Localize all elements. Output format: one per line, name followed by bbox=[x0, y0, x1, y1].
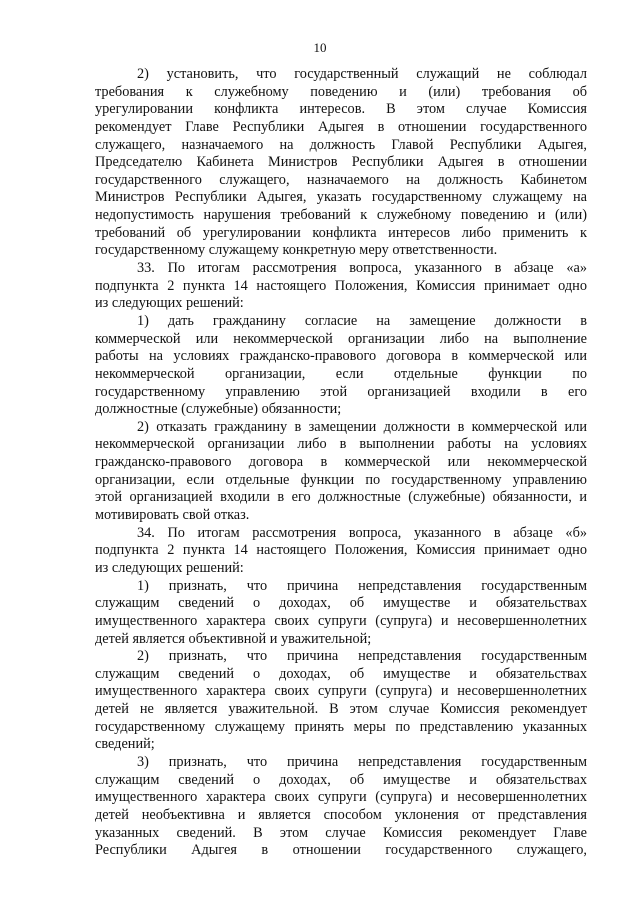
text-line: указанных сведений. В этом случае Комиссия рекомендует Главе bbox=[95, 824, 587, 841]
text-line: требования к служебному поведению и (или) требования об bbox=[95, 83, 587, 100]
text-line: имущественного характера своих супруги (супруга) и несовершеннолетних bbox=[95, 612, 587, 629]
text-line: государственному управлению этой организацией входили в его bbox=[95, 383, 587, 400]
text-line: 2) отказать гражданину в замещении должности в коммерческой или bbox=[137, 418, 587, 435]
text-line: недопустимость нарушения требований к служебному поведению и (или) bbox=[95, 207, 587, 224]
text-line: гражданско-правового договора в коммерческой или некоммерческой bbox=[95, 454, 587, 471]
text-line: 1) признать, что причина непредставления государственным bbox=[137, 577, 587, 594]
document-body bbox=[95, 66, 587, 860]
text-line: должностные (служебные) обязанности; bbox=[95, 401, 342, 418]
text-line: детей необъективна и является способом уклонения от представления bbox=[95, 806, 587, 823]
text-line: некоммерческой организации либо в выполнении работы на условиях bbox=[95, 436, 587, 453]
text-line: сведений; bbox=[95, 736, 155, 753]
text-line: 1) дать гражданину согласие на замещение должности в bbox=[137, 312, 587, 329]
text-line: подпункта 2 пункта 14 настоящего Положения, Комиссия принимает одно bbox=[95, 542, 587, 559]
text-line: государственного служащего, назначаемого на должность Кабинетом bbox=[95, 171, 587, 188]
text-line: детей является объективной и уважительной; bbox=[95, 630, 372, 647]
text-line: детей не является уважительной. В этом случае Комиссия рекомендует bbox=[95, 701, 587, 718]
text-line: служащим сведений о доходах, об имуществе и обязательствах bbox=[95, 771, 587, 788]
text-line: из следующих решений: bbox=[95, 559, 244, 576]
text-line: 2) установить, что государственный служащий не соблюдал bbox=[137, 66, 587, 82]
text-line: государственному служащему конкретную меру ответственности. bbox=[95, 242, 498, 259]
text-line: имущественного характера своих супруги (супруга) и несовершеннолетних bbox=[95, 789, 587, 806]
text-line: 2) признать, что причина непредставления государственным bbox=[137, 648, 587, 665]
text-line: из следующих решений: bbox=[95, 295, 244, 312]
text-line: 34. По итогам рассмотрения вопроса, указанного в абзаце «б» bbox=[137, 524, 587, 541]
text-line: требований об урегулировании конфликта интересов либо применить к bbox=[95, 224, 587, 241]
text-line: имущественного характера своих супруги (супруга) и несовершеннолетних bbox=[95, 683, 587, 700]
text-line: рекомендует Главе Республики Адыгея в отношении государственного bbox=[95, 118, 587, 135]
text-line: урегулировании конфликта интересов. В этом случае Комиссия bbox=[95, 101, 587, 118]
text-line: некоммерческой организации, если отдельные функции по bbox=[95, 365, 587, 382]
text-line: Республики Адыгея в отношении государственного служащего, bbox=[95, 842, 587, 859]
text-line: 33. По итогам рассмотрения вопроса, указанного в абзаце «а» bbox=[137, 260, 587, 277]
text-line: Министров Республики Адыгея, указать государственному служащему на bbox=[95, 189, 587, 206]
text-line: 3) признать, что причина непредставления государственным bbox=[137, 753, 587, 770]
text-line: этой организацией входили в его должностные (служебные) обязанности, и bbox=[95, 489, 587, 506]
text-line: мотивировать свой отказ. bbox=[95, 507, 250, 524]
text-line: подпункта 2 пункта 14 настоящего Положения, Комиссия принимает одно bbox=[95, 277, 587, 294]
text-line: государственному служащему принять меры по представлению указанных bbox=[95, 718, 587, 735]
text-line: служащего, назначаемого на должность Главой Республики Адыгея, bbox=[95, 136, 587, 153]
text-line: работы на условиях гражданско-правового договора в коммерческой или bbox=[95, 348, 587, 365]
text-line: служащим сведений о доходах, об имуществе и обязательствах bbox=[95, 595, 587, 612]
text-line: служащим сведений о доходах, об имуществе и обязательствах bbox=[95, 665, 587, 682]
text-line: коммерческой или некоммерческой организации либо на выполнение bbox=[95, 330, 587, 347]
text-line: Председателю Кабинета Министров Республики Адыгея в отношении bbox=[95, 154, 587, 171]
page-number: 10 bbox=[313, 40, 327, 55]
text-line: организации, если отдельные функции по государственному управлению bbox=[95, 471, 587, 488]
